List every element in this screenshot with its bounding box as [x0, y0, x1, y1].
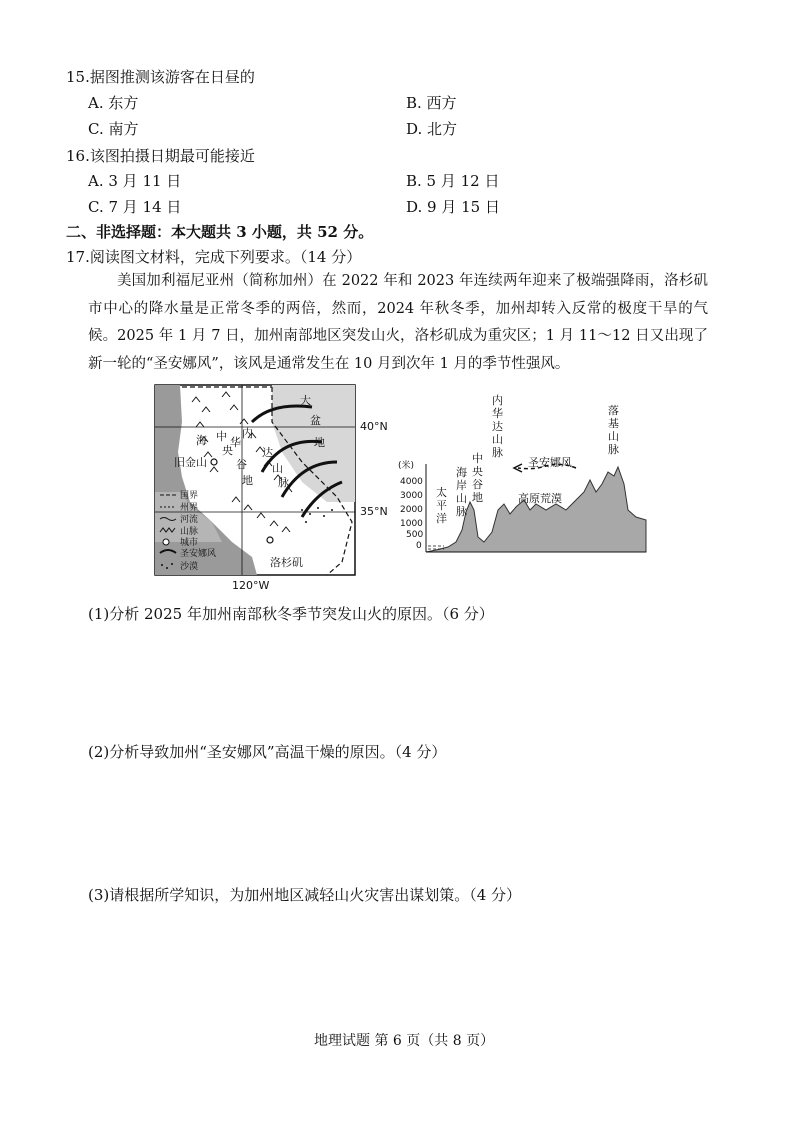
q17-sub3: (3)请根据所学知识，为加州地区减轻山火灾害出谋划策。（4 分）	[88, 886, 522, 904]
q15-stem: 15.据图推测该游客在日昼的	[66, 68, 255, 86]
ytick-4000: 4000	[400, 477, 423, 487]
legend-national-border: 国界	[180, 491, 199, 501]
label-shan: 山	[272, 462, 283, 475]
q17-sub1: (1)分析 2025 年加州南部秋冬季节突发山火的原因。（6 分）	[88, 605, 494, 623]
q17-stem: 17.阅读图文材料，完成下列要求。（14 分）	[66, 248, 362, 266]
label-hai: 海	[196, 434, 207, 447]
label-da: 大	[300, 394, 311, 407]
label-sierra-nevada: 内华达山脉	[492, 394, 503, 459]
q15-option-c: C. 南方	[88, 120, 139, 138]
ytick-2000: 2000	[400, 505, 423, 515]
lon-120-label: 120°W	[232, 579, 270, 592]
legend-santa-ana-wind: 圣安娜风	[180, 549, 217, 559]
label-pen: 盆	[310, 414, 321, 427]
ytick-3000: 3000	[400, 491, 423, 501]
legend-mountain: 山脉	[180, 527, 199, 537]
los-angeles-dot	[267, 537, 273, 543]
lat-40-label: 40°N	[360, 420, 388, 433]
elevation-profile	[396, 392, 658, 560]
q17-sub2: (2)分析导致加州“圣安娜风”高温干燥的原因。（4 分）	[88, 743, 447, 761]
page-footer: 地理试题 第 6 页（共 8 页）	[314, 1033, 495, 1049]
q16-option-a: A. 3 月 11 日	[88, 172, 182, 190]
label-nei: 内	[242, 427, 253, 440]
label-san-francisco: 旧金山	[174, 456, 207, 469]
label-plateau: 高原荒漠	[518, 492, 562, 505]
label-zhong: 中	[216, 430, 227, 443]
ytick-500: 500	[406, 530, 424, 540]
label-central-valley: 中央谷地	[472, 452, 483, 504]
label-gu: 谷	[236, 458, 247, 471]
label-di: 地	[314, 436, 325, 449]
label-los-angeles: 洛杉矶	[270, 556, 303, 569]
legend-city: 城市	[180, 538, 199, 548]
label-mai: 脉	[278, 476, 289, 489]
q15-option-d: D. 北方	[406, 120, 458, 138]
label-dimap: 地	[242, 474, 253, 487]
ytick-0: 0	[416, 541, 422, 551]
legend-desert: 沙漠	[180, 562, 199, 572]
y-unit: (米)	[398, 461, 415, 471]
lat-35-label: 35°N	[360, 505, 388, 518]
q16-option-b: B. 5 月 12 日	[406, 172, 500, 190]
label-wind: 圣安娜风	[528, 456, 572, 469]
label-da2: 达	[262, 446, 273, 459]
label-coast-range: 海岸山脉	[456, 466, 467, 518]
legend-state-border: 州界	[180, 503, 199, 513]
california-map	[152, 382, 396, 594]
q15-option-a: A. 东方	[88, 94, 139, 112]
san-francisco-dot	[211, 459, 217, 465]
legend-river: 河流	[180, 515, 199, 525]
label-yang: 央	[222, 444, 233, 457]
q16-option-d: D. 9 月 15 日	[406, 198, 500, 216]
label-ocean: 太平洋	[436, 486, 447, 525]
q16-stem: 16.该图拍摄日期最可能接近	[66, 147, 255, 165]
ytick-1000: 1000	[400, 519, 423, 529]
section-heading: 二、非选择题：本大题共 3 小题，共 52 分。	[66, 223, 374, 241]
label-rocky: 落基山脉	[608, 404, 619, 456]
label-hua: 华	[230, 436, 241, 449]
q17-material: 美国加利福尼亚州（简称加州）在 2022 年和 2023 年连续两年迎来了极端强降雨，洛杉矶市中心的降水量是正常冬季的两倍，然而，2024 年秋冬季，加州却转入反常的极度干旱的气候。2025 年 1 月 7 日，加州南部地区突发山火，洛杉矶成为重灾区；1 月 11～12 日又出现了新一轮的“圣安娜风”，该风是通常发生在 10 月到次年 1 月的季节性强风。	[88, 273, 708, 372]
q15-option-b: B. 西方	[406, 94, 457, 112]
q16-option-c: C. 7 月 14 日	[88, 198, 182, 216]
